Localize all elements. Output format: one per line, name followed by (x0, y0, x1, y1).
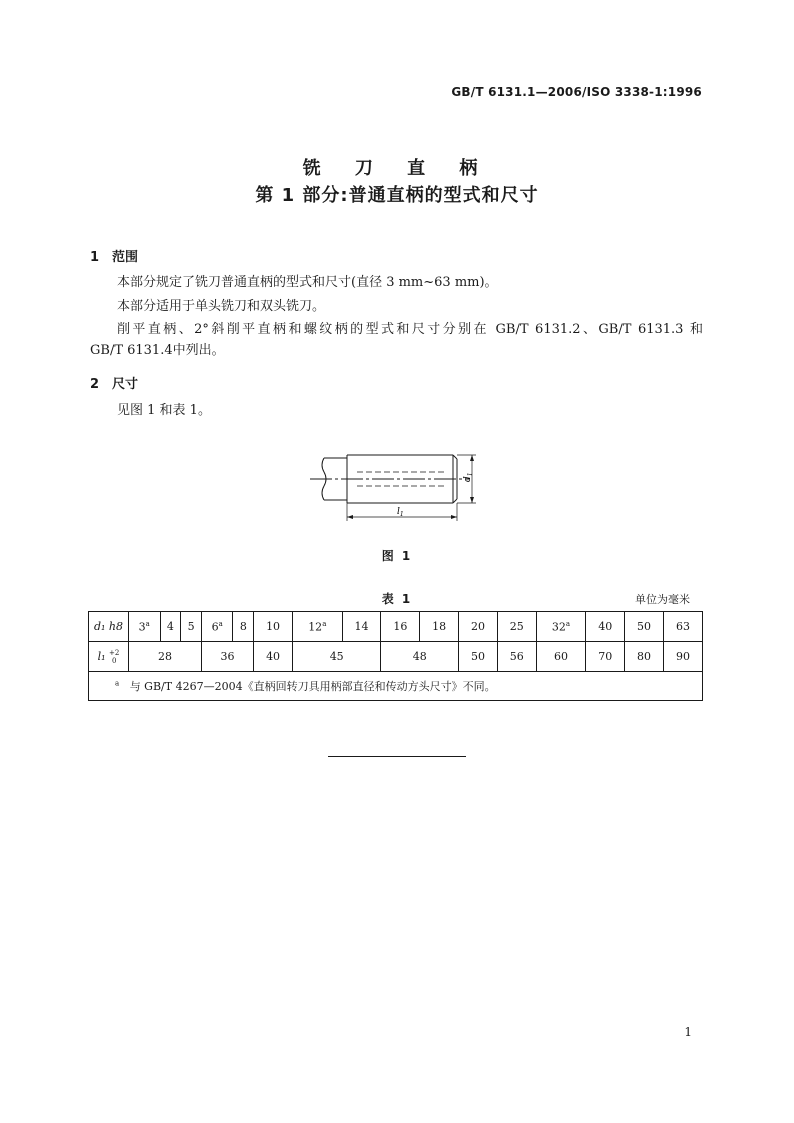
end-rule (328, 756, 466, 757)
table-cell: 25 (497, 612, 536, 642)
table-cell: 40 (254, 642, 293, 672)
table-cell: 56 (497, 642, 536, 672)
table-cell: 63 (663, 612, 702, 642)
section-1-title: 范围 (112, 250, 139, 265)
table-cell: 8 (233, 612, 254, 642)
table-footnote-row (89, 672, 703, 701)
dimension-table (88, 611, 703, 701)
document-subtitle: 第 1 部分:普通直柄的型式和尺寸 (255, 185, 539, 206)
scope-paragraph-3-line2: GB/T 6131.4中列出。 (90, 343, 225, 358)
table-row-l1 (89, 642, 703, 672)
scope-paragraph-2: 本部分适用于单头铣刀和双头铣刀。 (117, 299, 326, 314)
page-number: 1 (684, 1025, 692, 1039)
table-caption: 表 1 (381, 592, 413, 606)
table-cell: 50 (459, 642, 498, 672)
standard-code: GB/T 6131.1—2006/ISO 3338-1:1996 (451, 85, 702, 99)
table-cell: 32$^a$ (536, 612, 586, 642)
table-cell: 4 (160, 612, 181, 642)
section-2-number: 2 (90, 377, 100, 392)
table-unit-note: 单位为毫米 (635, 593, 690, 606)
table-cell: 18 (420, 612, 459, 642)
row-label-l1: l₁ +2 0 (89, 642, 129, 672)
table-cell: 12$^a$ (292, 612, 342, 642)
table-cell: 36 (201, 642, 253, 672)
row-label-d1: d₁ h8 (89, 612, 129, 642)
shank-drawing (300, 445, 500, 525)
table-cell: 16 (381, 612, 420, 642)
table-cell: 28 (129, 642, 202, 672)
section-2-heading (90, 373, 138, 392)
table-cell: 48 (381, 642, 459, 672)
table-cell: 40 (586, 612, 625, 642)
table-cell: 90 (663, 642, 702, 672)
table-cell: 14 (342, 612, 381, 642)
table-cell: 10 (254, 612, 293, 642)
table-cell: 20 (459, 612, 498, 642)
scope-paragraph-3-line1: 削平直柄、2°斜削平直柄和螺纹柄的型式和尺寸分别在 GB/T 6131.2、GB/T 6131.3 和 (117, 322, 703, 337)
table-cell: 60 (536, 642, 586, 672)
table-footnote: $^a$ 与 GB/T 4267—2004《直柄回转刀具用柄部直径和传动方头尺寸》不同。 (89, 672, 703, 701)
table-cell: 50 (625, 612, 664, 642)
table-cell: 80 (625, 642, 664, 672)
figure-caption: 图 1 (381, 549, 413, 563)
section-1-number: 1 (90, 250, 100, 265)
dimensions-paragraph: 见图 1 和表 1。 (117, 403, 211, 418)
table-cell: 45 (292, 642, 380, 672)
d1-label: $d_1$ (463, 472, 474, 482)
table-cell: 70 (586, 642, 625, 672)
scope-paragraph-1: 本部分规定了铣刀普通直柄的型式和尺寸(直径 3 mm~63 mm)。 (117, 275, 498, 290)
table-cell: 6$^a$ (201, 612, 233, 642)
table-row-d1 (89, 612, 703, 642)
document-title: 铣 刀 直 柄 (302, 158, 492, 179)
table-cell: 3$^a$ (129, 612, 161, 642)
l1-label: $l_1$ (397, 507, 404, 518)
section-2-title: 尺寸 (112, 377, 139, 392)
table-cell: 5 (181, 612, 202, 642)
section-1-heading (90, 246, 138, 265)
